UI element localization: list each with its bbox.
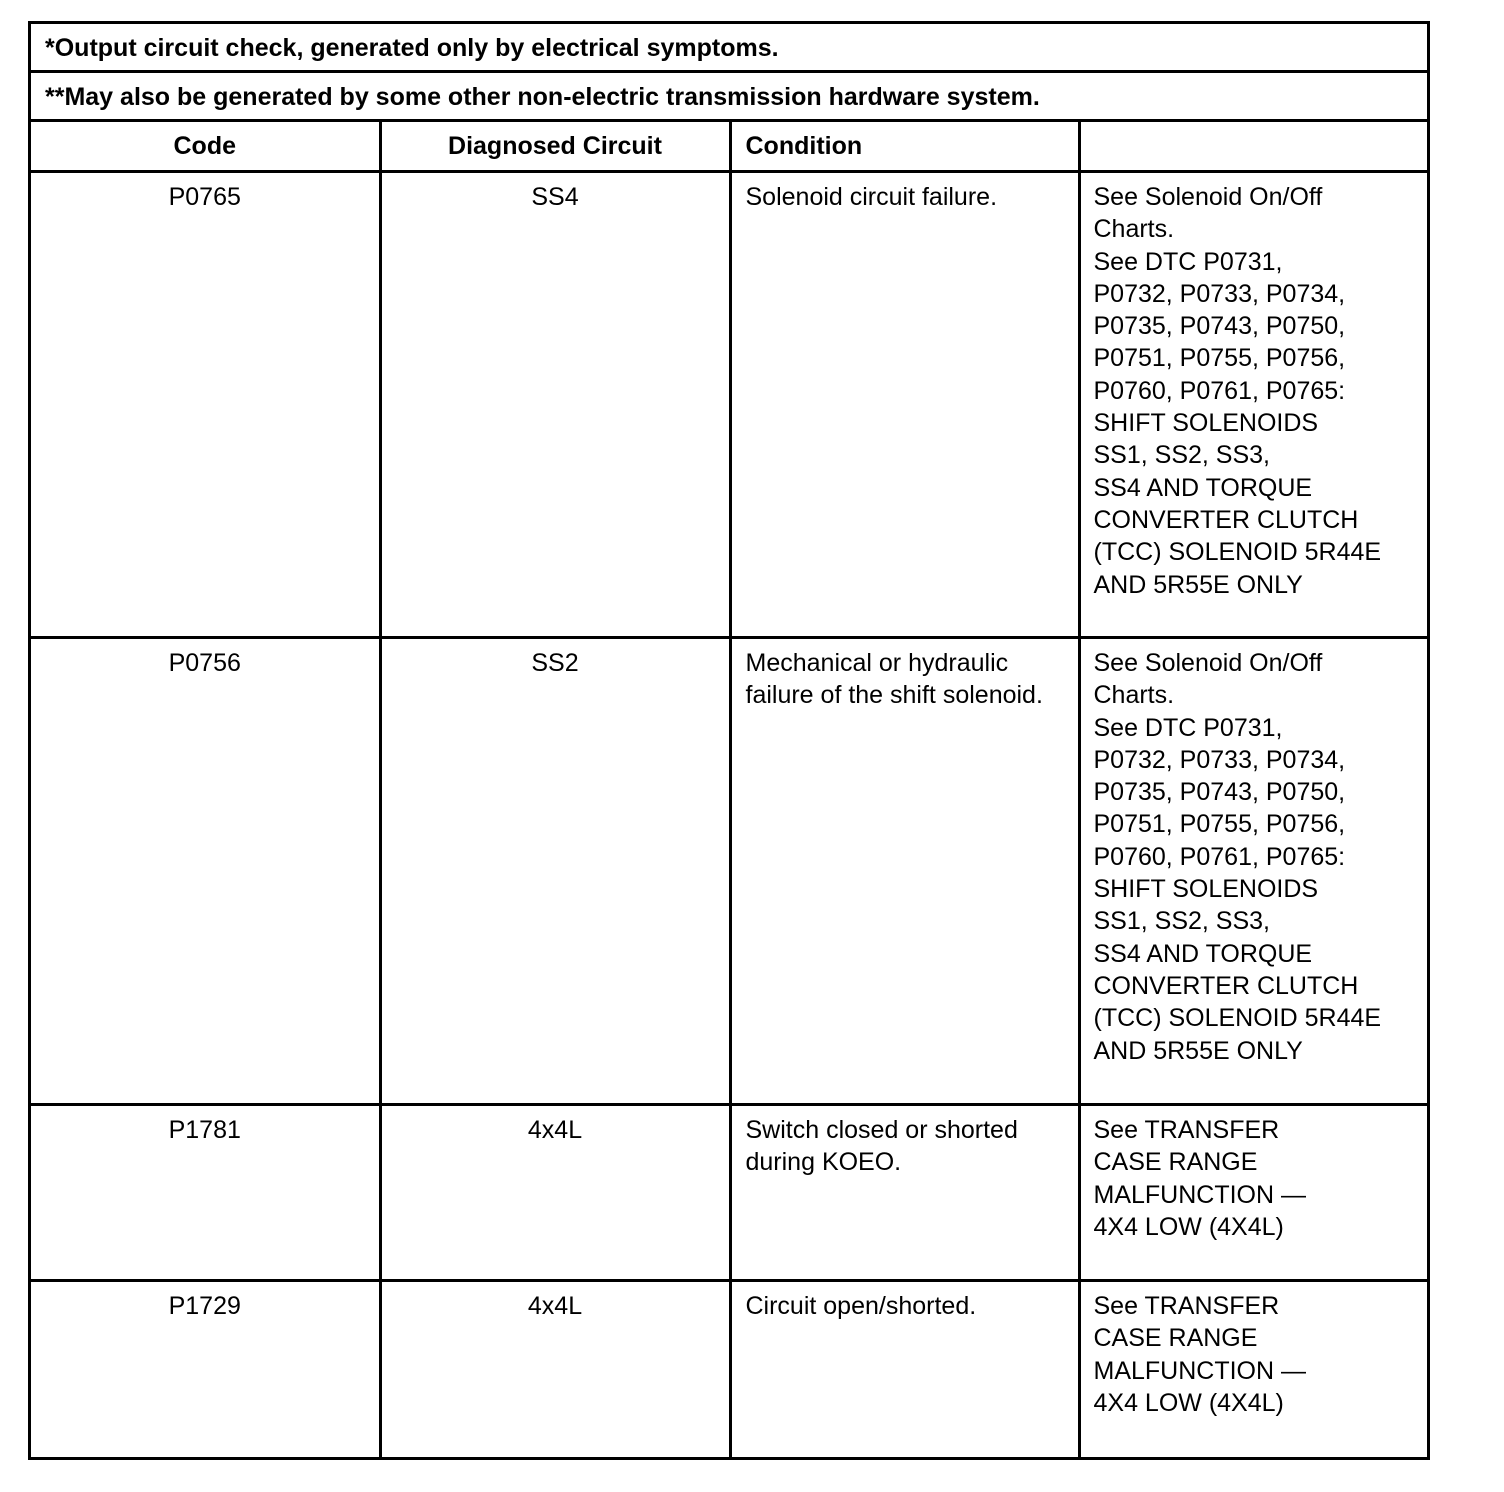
reference-line: CONVERTER CLUTCH xyxy=(1093,971,1359,1000)
note-other-hardware: **May also be generated by some other non-electric transmission hardware system. xyxy=(31,73,1427,122)
reference-line: See TRANSFER xyxy=(1093,1292,1280,1320)
reference-line: P0732, P0733, P0734, xyxy=(1093,279,1346,308)
reference-line: P0751, P0755, P0756, xyxy=(1093,810,1346,839)
reference-line: SHIFT SOLENOIDS xyxy=(1093,409,1319,438)
table-header-row xyxy=(31,122,1427,172)
reference-line: AND 5R55E ONLY xyxy=(1093,570,1303,599)
cell-circuit: SS4 xyxy=(380,172,730,638)
reference-line: P0751, P0755, P0756, xyxy=(1093,344,1346,373)
reference-line: SS4 AND TORQUE xyxy=(1093,939,1313,968)
cell-circuit: SS2 xyxy=(380,638,730,1105)
reference-line: See Solenoid On/Off xyxy=(1093,649,1323,677)
table-row xyxy=(31,1281,1427,1457)
cell-condition: Mechanical or hydraulic failure of the shift solenoid. xyxy=(730,638,1079,1105)
reference-line: MALFUNCTION — xyxy=(1093,1180,1306,1209)
reference-line: CASE RANGE xyxy=(1093,1148,1258,1177)
table-row xyxy=(31,172,1427,638)
reference-line: See Solenoid On/Off xyxy=(1093,183,1323,211)
cell-circuit: 4x4L xyxy=(380,1281,730,1457)
cell-reference xyxy=(1079,172,1427,638)
reference-line: AND 5R55E ONLY xyxy=(1093,1036,1303,1065)
cell-reference xyxy=(1079,1105,1427,1281)
cell-condition: Solenoid circuit failure. xyxy=(730,172,1079,638)
cell-code: P1729 xyxy=(31,1281,380,1457)
reference-line: SS1, SS2, SS3, xyxy=(1093,907,1270,936)
cell-code: P1781 xyxy=(31,1105,380,1281)
dtc-table-sheet xyxy=(28,21,1430,1460)
header-code: Code xyxy=(31,122,380,172)
note-output-circuit: *Output circuit check, generated only by electrical symptoms. xyxy=(31,24,1427,73)
table-row xyxy=(31,638,1427,1105)
header-diagnosed-circuit: Diagnosed Circuit xyxy=(380,122,730,172)
reference-line: P0732, P0733, P0734, xyxy=(1093,745,1346,774)
reference-line: 4X4 LOW (4X4L) xyxy=(1093,1388,1284,1417)
cell-condition: Switch closed or shorted during KOEO. xyxy=(730,1105,1079,1281)
reference-line: See DTC P0731, xyxy=(1093,247,1283,276)
cell-code: P0765 xyxy=(31,172,380,638)
cell-code: P0756 xyxy=(31,638,380,1105)
reference-line: SHIFT SOLENOIDS xyxy=(1093,875,1319,904)
header-condition: Condition xyxy=(730,122,1079,172)
reference-line: SS1, SS2, SS3, xyxy=(1093,441,1270,470)
reference-line: (TCC) SOLENOID 5R44E xyxy=(1093,538,1382,567)
reference-line: CASE RANGE xyxy=(1093,1324,1258,1353)
reference-line: MALFUNCTION — xyxy=(1093,1356,1306,1385)
reference-line: See DTC P0731, xyxy=(1093,713,1283,742)
reference-line: Charts. xyxy=(1093,681,1175,710)
reference-line: (TCC) SOLENOID 5R44E xyxy=(1093,1004,1382,1033)
cell-circuit: 4x4L xyxy=(380,1105,730,1281)
reference-line: P0735, P0743, P0750, xyxy=(1093,778,1346,807)
dtc-table xyxy=(31,122,1427,1457)
reference-line: 4X4 LOW (4X4L) xyxy=(1093,1212,1284,1241)
table-row xyxy=(31,1105,1427,1281)
cell-reference xyxy=(1079,638,1427,1105)
reference-line: CONVERTER CLUTCH xyxy=(1093,505,1359,534)
reference-line: See TRANSFER xyxy=(1093,1116,1280,1144)
cell-condition: Circuit open/shorted. xyxy=(730,1281,1079,1457)
reference-line: P0760, P0761, P0765: xyxy=(1093,842,1346,871)
reference-line: P0760, P0761, P0765: xyxy=(1093,376,1346,405)
header-reference xyxy=(1079,122,1427,172)
reference-line: P0735, P0743, P0750, xyxy=(1093,312,1346,341)
reference-line: Charts. xyxy=(1093,215,1175,244)
reference-line: SS4 AND TORQUE xyxy=(1093,473,1313,502)
cell-reference xyxy=(1079,1281,1427,1457)
